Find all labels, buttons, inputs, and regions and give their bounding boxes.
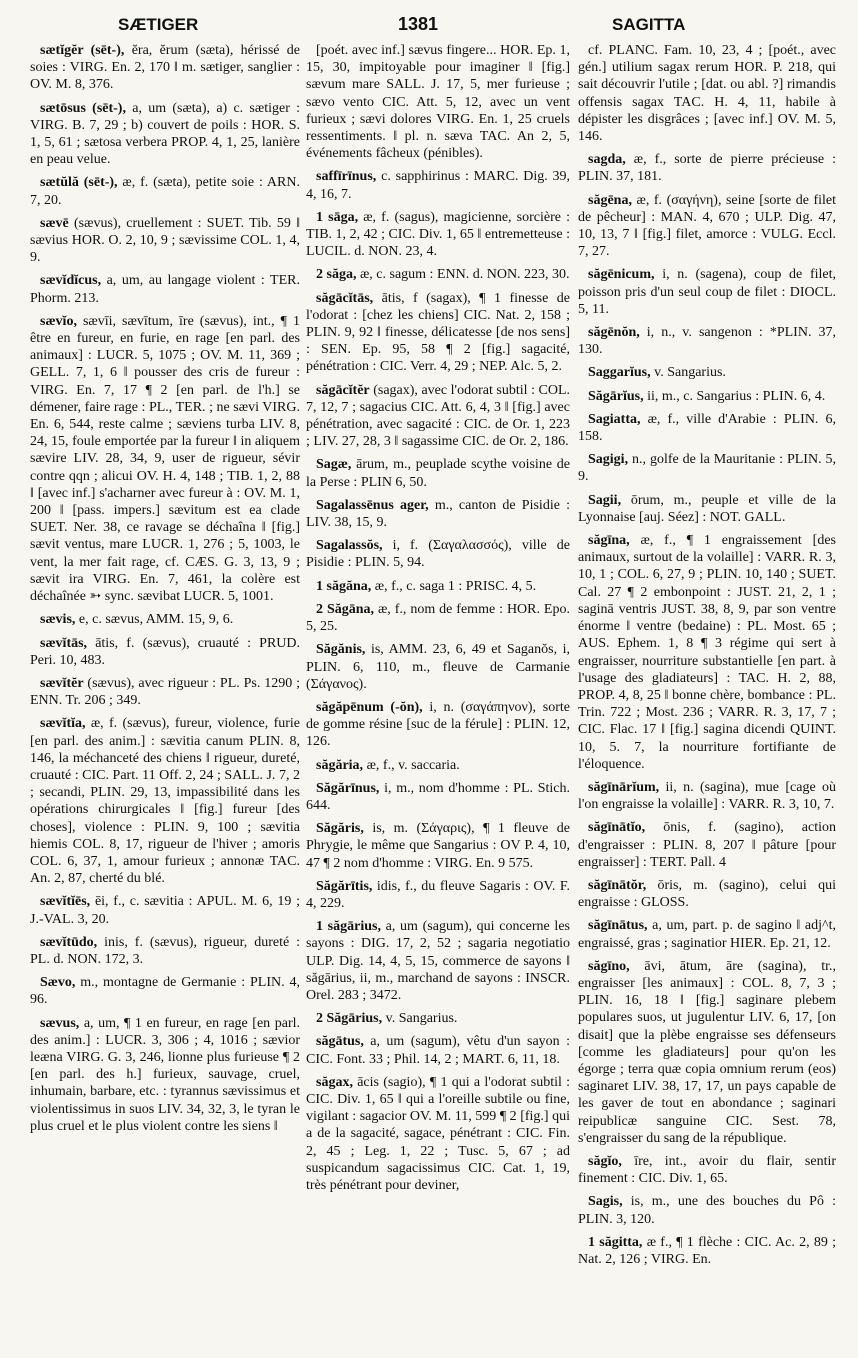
entry-definition: æ, f., ville d'Arabie : PLIN. 6, 158. (578, 411, 836, 445)
entry-definition: æ, f., ¶ 1 engraissement [des animaux, surtout de la volaille] : VARR. R. 3, 10, 1 ; COL. 6, 27, 9 ; PLIN. 10, 140 ; SUET. Cal. 27 ¶ 2 embonpoint : JUST. 21, 2, 1 ; saginā ventris JUST. 38, 8, 9, par son ventre énorme ‖ ventre (bedaine) : PL. Most. 65 ; AUS. Ephem. 1, 8 ¶ 3 régime qui sert à engraisser, nourriture substantielle [en part. à l'usage des gladiateurs] : TAC. H. 2, 88, PROP. 4, 8, 25 ‖ bonne chère, bombance : PL. Trin. 722 ; Most. 236 ; VARR. R. 3, 17, 7 ; CIC. Flac. 17 ‖ [fig.] sagina dicendi QUINT. 10, 5. 7, la nourriture fortifiante de l'éloquence. (578, 533, 836, 772)
entry-definition: ōris, m. (sagino), celui qui engraisse : GLOSS. (578, 877, 836, 911)
headword: săgācĭtĕr (316, 382, 370, 398)
headword: săgīno, (588, 958, 630, 974)
dictionary-entry (578, 451, 836, 485)
dictionary-entry (306, 641, 570, 693)
headword: Săgănis, (316, 642, 366, 658)
headword: săgēnicum, (588, 267, 655, 283)
headword: săgax, (316, 1074, 353, 1090)
entry-definition: is, m. (Σάγαρις), ¶ 1 fleuve de Phrygie, le même que Sangarius : OV P. 4, 10, 47 ¶ 2 nom d'homme : VIRG. En. 9 575. (306, 821, 570, 871)
dictionary-entry (306, 266, 570, 283)
entry-definition: a, um, part. p. de sagino ‖ adj^t, engraissé, gras ; saginatior HIER. Ep. 21, 12. (578, 918, 836, 951)
dictionary-entry (578, 1234, 836, 1268)
entry-definition: æ, f., nom de femme : HOR. Epo. 5, 25. (306, 601, 570, 635)
entry-definition: æ, f., sorte de pierre précieuse : PLIN. 37, 181. (578, 152, 836, 185)
entry-definition: ōnis, f. (sagino), action d'engraisser : PLIN. 8, 207 ‖ pâture [pour engraisser] : TERT. Pall. 4 (578, 820, 836, 870)
dictionary-entry (306, 209, 570, 261)
headword: sætŭlă (sēt-), (40, 175, 118, 191)
entry-definition: m., montagne de Germanie : PLIN. 4, 96. (30, 975, 300, 1008)
dictionary-entry (578, 42, 836, 145)
entry-definition: (sagax), avec l'odorat subtil : COL. 7, 12, 7 ; sagacius CIC. Att. 6, 4, 3 ‖ [fig.] avec pénétration, avec sagacité : CIC. de Or. 1, 223 ; LIV. 27, 28, 3 ‖ sagassime CIC. de Or. 2, 186. (306, 382, 570, 450)
dictionary-entry (306, 1010, 570, 1027)
headword: sævĭo, (40, 313, 77, 329)
dictionary-entry (30, 174, 300, 208)
dictionary-entry (30, 272, 300, 306)
dictionary-entry (306, 42, 570, 162)
headword: sævē (40, 215, 69, 231)
headword: săgăpēnum (-ŏn), (316, 699, 423, 715)
dictionary-entry (306, 456, 570, 490)
entry-definition: a, um (sæta), a) c. sætiger : VIRG. B. 7, 29 ; b) couvert de poils : HOR. S. 1, 5, 61 ; sætosa verbera PROP. 4, 1, 25, lanière en peau velue. (30, 100, 300, 168)
entry-definition: inis, f. (sævus), rigueur, dureté : PL. d. NON. 172, 3. (30, 934, 300, 967)
dictionary-entry (30, 893, 300, 927)
dictionary-entry (306, 168, 570, 202)
headword: sævus, (40, 1015, 80, 1031)
dictionary-entry (30, 215, 300, 267)
headword: sævĭtĭēs, (40, 894, 91, 910)
headword: sagda, (588, 152, 626, 168)
dictionary-entry (578, 324, 836, 358)
dictionary-entry (578, 1153, 836, 1187)
headword: sævĭtĭa, (40, 716, 86, 732)
headword: Săgărītis, (316, 878, 373, 894)
dictionary-entry (578, 877, 836, 911)
dictionary-entry (578, 151, 836, 185)
dictionary-column-3 (578, 42, 836, 1354)
entry-definition: i, n., v. sangenon : *PLIN. 37, 130. (578, 325, 836, 358)
entry-definition: (sævus), cruellement : SUET. Tib. 59 ‖ sævius HOR. O. 2, 10, 9 ; sævissime COL. 1, 4, 9. (30, 215, 300, 266)
headword: Sagalassēnus ager, (316, 497, 429, 513)
headword: saffīrīnus, (316, 169, 377, 185)
dictionary-entry (578, 532, 836, 773)
entry-definition: āvi, ātum, āre (sagina), tr., engraisser [les animaux] : COL. 8, 7, 3 ; PLIN. 16, 18 ‖ [fig.] saginare plebem populares suos, ut jugulentur LIV. 6, 17, [on disait] que la plèbe engraisse ses défenseurs [comme les gladiateurs] pour qu'on les égorge ; terra quæ copia omnium rerum (eos) saginaret LIV. 38, 17, 17, un pays capable de les gaver de tout en abondance ; saginari reipublicæ sanguine CIC. Sest. 78, s'engraisser du sang de la république. (578, 958, 836, 1146)
headword: sævĭtās, (40, 635, 88, 651)
dictionary-entry (578, 917, 836, 951)
entry-definition: sævīi, sævītum, īre (sævus), int., ¶ 1 être en fureur, en furie, en rage [en parl. des animaux] : LUCR. 5, 1075 ; OV. M. 11, 369 ; GELL. 7, 1, 6 ‖ pousser des cris de fureur : VIRG. En. 7, 17 ¶ 2 [en parl. de l'h.] se démener, faire rage : PL., TER. ; ne sævi VIRG. En. 6, 544, reste calme ; sæviens turba LIV. 8, 24, 15, foule emportée par la fureur ‖ in aliquem sævire LIV. 28, 34, 9, user de rigueur, sévir contre qqn ; alicui OV. H. 4, 148 ; TIB. 1, 2, 88 ‖ [avec inf.] s'acharner avec fureur à : OV. M. 1, 200 ‖ [pass. impers.] sævitum est ea clade SUET. Ner. 38, ce ravage se déchaîna ‖ [fig.] sævit ventus, mare LUCR. 1, 276 ; 5, 1003, le vent, la mer fait rage, cf. CÆS. G. 3, 13, 9 ; sævit ira VIRG. En. 7, 461, la colère est déchaînée ➳ sync. sævibat LUCR. 5, 1001. (30, 313, 300, 605)
entry-definition: ĕra, ĕrum (sæta), hérissé de soies : VIRG. En. 2, 170 ‖ m. sætiger, sanglier : OV. M. 8, 376. (30, 43, 300, 93)
dictionary-entry (30, 313, 300, 605)
dictionary-entry (306, 497, 570, 531)
headword: 1 săgārius, (316, 919, 381, 935)
dictionary-entry (306, 601, 570, 635)
dictionary-entry (578, 819, 836, 871)
entry-definition: i, n. (sagena), coup de filet, poisson pris d'un seul coup de filet : DIOCL. 5, 11. (578, 267, 836, 317)
entry-definition: i, f. (Σαγαλασσός), ville de Pisidie : PLIN. 5, 94. (306, 538, 570, 571)
running-head-left: SÆTIGER (118, 15, 199, 34)
entry-definition: ēi, f., c. sævitia : APUL. M. 6, 19 ; J.-VAL. 3, 20. (30, 894, 300, 927)
dictionary-entry (30, 715, 300, 887)
headword: săgīnātŏr, (588, 877, 647, 893)
dictionary-entry (578, 779, 836, 813)
entry-definition: e, c. sævus, AMM. 15, 9, 6. (78, 612, 234, 628)
entry-definition: m., canton de Pisidie : LIV. 38, 15, 9. (306, 497, 570, 531)
entry-definition: [poét. avec inf.] sævus fingere... HOR. Ep. 1, 15, 30, impitoyable pour imaginer ‖ [fig.] sævum mare SALL. J. 17, 5, mer furieuse ; sævo vento CIC. Att. 5, 12, avec un vent furieux ; sævi dolores VIRG. En. 1, 25 cruels ressentiments. ‖ pl. n. sæva TAC. An 2, 5, événements fâcheux (pénibles). (306, 43, 570, 162)
headword: săgēna, (588, 192, 632, 208)
entry-definition: is, AMM. 23, 6, 49 et Saganŏs, i, PLIN. 6, 110, m., fleuve de Carmanie (Σάγανος). (306, 642, 570, 692)
headword: Sagigi, (588, 452, 629, 468)
running-head-right: SAGITTA (612, 15, 686, 34)
entry-definition: ārum, m., peuplade scythe voisine de la Perse : PLIN 6, 50. (306, 457, 570, 490)
entry-definition: æ, c. sagum : ENN. d. NON. 223, 30. (359, 267, 570, 283)
entry-definition: īre, int., avoir du flair, sentir finement : CIC. Div. 1, 65. (578, 1153, 836, 1187)
dictionary-column-1 (30, 42, 300, 1354)
headword: sævis, (40, 612, 76, 628)
dictionary-entry (578, 492, 836, 526)
dictionary-entry (30, 934, 300, 968)
dictionary-entry (306, 878, 570, 912)
dictionary-entry (578, 411, 836, 445)
headword: Saggarĭus, (588, 365, 651, 381)
headword: săgīnātĭo, (588, 820, 646, 836)
entry-definition: ii, n. (sagina), mue [cage où l'on engraisse la volaille] : VARR. R. 3, 10, 7. (578, 779, 836, 813)
page-number: 1381 (398, 14, 439, 34)
entry-definition: æ, f. (sæta), petite soie : ARN. 7, 20. (30, 175, 300, 208)
dictionary-entry (30, 974, 300, 1008)
headword: săgīnātus, (588, 918, 648, 934)
entry-definition: æ, f. (sagus), magicienne, sorcière : TIB. 1, 2, 42 ; CIC. Div. 1, 65 ‖ entremetteuse : LUCIL. d. NON. 23, 4. (306, 209, 570, 260)
entry-definition: is, m., une des bouches du Pô : PLIN. 3, 120. (578, 1194, 836, 1227)
entry-definition: i, m., nom d'homme : PL. Stich. 644. (306, 780, 570, 813)
headword: Sagis, (588, 1194, 623, 1210)
dictionary-entry (306, 578, 570, 595)
headword: săgīnārĭum, (588, 779, 660, 795)
headword: Sagalassŏs, (316, 538, 383, 554)
dictionary-entry (306, 820, 570, 872)
headword: Sagæ, (316, 457, 352, 473)
headword: săgĭo, (588, 1153, 622, 1169)
entry-definition: æ, f., c. saga 1 : PRISC. 4, 5. (374, 578, 537, 594)
dictionary-entry (30, 635, 300, 669)
dictionary-entry (306, 699, 570, 751)
entry-definition: æ f., ¶ 1 flèche : CIC. Ac. 2, 89 ; Nat. 2, 126 ; VIRG. En. (578, 1234, 836, 1267)
dictionary-entry (578, 958, 836, 1147)
dictionary-entry (306, 1033, 570, 1067)
entry-definition: ācis (sagio), ¶ 1 qui a l'odorat subtil : CIC. Div. 1, 65 ‖ qui a l'oreille subtile ou fine, vigilant : sagacior OV. M. 11, 599 ¶ 2 [fig.] qui a de la sagacité, sagace, pénétrant : CIC. Fin. 2, 45 ; Leg. 1, 22 ; Tusc. 5, 67 ; ad suspicandum sagacissimus CIC. Cat. 1, 19, très pénétrant pour deviner, (306, 1074, 570, 1193)
headword: săgēnŏn, (588, 325, 640, 341)
dictionary-entry (30, 100, 300, 169)
headword: sætōsus (sēt-), (40, 100, 126, 116)
headword: săgācĭtās, (316, 290, 374, 306)
headword: 1 sāga, (316, 209, 359, 225)
dictionary-entry (306, 757, 570, 774)
dictionary-entry (306, 382, 570, 451)
dictionary-entry (30, 42, 300, 94)
entry-definition: æ, f. (σαγήνη), seine [sorte de filet de pêcheur] : MAN. 4, 670 ; ULP. Dig. 47, 10, 13, 7 ‖ [fig.] filet, amorce : VULG. Eccl. 7, 27. (578, 192, 836, 260)
entry-definition: æ, f., v. saccaria. (366, 757, 460, 773)
headword: săgăria, (316, 757, 364, 773)
headword: săgātus, (316, 1034, 364, 1050)
entry-definition: n., golfe de la Mauritanie : PLIN. 5, 9. (578, 452, 836, 485)
dictionary-entry (306, 780, 570, 814)
entry-definition: a, um, ¶ 1 en fureur, en rage [en parl. des anim.] : LUCR. 3, 306 ; 4, 1016 ; sævior leæna VIRG. G. 3, 246, lionne plus furieuse ¶ 2 [en parl. des h.] furieux, sauvage, cruel, inhumain, barbare, etc. : tyrannus sævissimus et violentissimus in suos LIV. 34, 32, 3, le tyran le plus cruel et le plus violent contre les siens ‖ (30, 1015, 300, 1134)
entry-definition: ōrum, m., peuple et ville de la Lyonnaise [auj. Séez] : NOT. GALL. (578, 492, 836, 525)
entry-definition: ātis, f (sagax), ¶ 1 finesse de l'odorat : [chez les chiens] CIC. Nat. 2, 158 ; PLIN. 9, 92 ‖ finesse, délicatesse [de nos sens] : SEN. Ep. 95, 58 ¶ 2 [fig.] sagacité, pénétration : CIC. Verr. 4, 29 ; NEP. Alc. 5, 2. (306, 290, 570, 375)
dictionary-entry (578, 266, 836, 318)
dictionary-entry (578, 388, 836, 405)
entry-definition: v. Sangarius. (385, 1011, 458, 1027)
entry-definition: a, um (sagum), vêtu d'un sayon : CIC. Font. 33 ; Phil. 14, 2 ; MART. 6, 11, 18. (306, 1034, 570, 1067)
entry-definition: ii, m., c. Sangarius : PLIN. 6, 4. (647, 388, 826, 404)
entry-definition: a, um, au langage violent : TER. Phorm. 213. (30, 273, 300, 306)
headword: 1 săgitta, (588, 1234, 643, 1250)
entry-definition: c. sapphirinus : MARC. Dig. 39, 4, 16, 7. (306, 169, 570, 202)
headword: 2 Săgāna, (316, 601, 375, 617)
headword: săgīna, (588, 533, 630, 549)
dictionary-entry (578, 364, 836, 381)
dictionary-entry (306, 918, 570, 1004)
entry-definition: cf. PLANC. Fam. 10, 23, 4 ; [poét., avec gén.] utilium sagax rerum HOR. P. 218, qui sait découvrir l'utile ; [dat. ou abl. ?] rimandis offensis sagax TAC. H. 4, 11, habile à dépister les disgrâces ; [avec inf.] OV. M. 5, 146. (578, 43, 836, 145)
entry-definition: (sævus), avec rigueur : PL. Ps. 1290 ; ENN. Tr. 206 ; 349. (30, 675, 300, 709)
dictionary-entry (306, 290, 570, 376)
headword: Sagiatta, (588, 411, 641, 427)
dictionary-entry (578, 192, 836, 261)
headword: Sævo, (40, 975, 76, 991)
headword: Sagii, (588, 492, 622, 508)
headword: Săgăris, (316, 821, 364, 837)
dictionary-entry (578, 1193, 836, 1227)
dictionary-entry (306, 537, 570, 571)
entry-definition: idis, f., du fleuve Sagaris : OV. F. 4, 229. (306, 878, 570, 911)
dictionary-entry (306, 1074, 570, 1194)
headword: 1 săgăna, (316, 578, 372, 594)
dictionary-column-2 (306, 42, 570, 1354)
headword: sævĭtĕr (40, 675, 84, 691)
entry-definition: æ, f. (sævus), fureur, violence, furie [en parl. des anim.] : sævitia canum PLIN. 8, 146, la méchanceté des chiens ‖ rigueur, dureté, cruauté : CIC. Part. 11 Off. 2, 24 ; SALL. J. 7, 2 ; secandi, PLIN. 29, 13, impassibilité dans les opérations chirurgicales ‖ [fig.] fureur [des choses], violence : PLIN. 9, 100 ; sævitia hiemis COL. 8, 17, rigueur de l'hiver ; amoris COL. 6, 37, 1, amour furieux ; annonæ TAC. An. 2, 87, cherté du blé. (30, 716, 300, 887)
entry-definition: i, n. (σαγάπηνον), sorte de gomme résine [suc de la férule] : PLIN. 12, 126. (306, 699, 570, 750)
dictionary-entry (30, 1015, 300, 1135)
headword: 2 săga, (316, 267, 357, 283)
dictionary-entry (30, 611, 300, 628)
headword: sævĭdĭcus, (40, 273, 102, 289)
entry-definition: ātis, f. (sævus), cruauté : PRUD. Peri. 10, 483. (30, 635, 300, 668)
page-header (0, 10, 858, 34)
entry-definition: v. Sangarius. (654, 365, 726, 381)
headword: sævĭtūdo, (40, 934, 98, 950)
headword: sætĭgĕr (sēt-), (40, 43, 125, 58)
dictionary-entry (30, 675, 300, 709)
headword: 2 Săgārius, (316, 1011, 383, 1027)
headword: Săgărīnus, (316, 780, 380, 796)
headword: Săgārĭus, (588, 388, 644, 404)
entry-definition: a, um (sagum), qui concerne les sayons : DIG. 17, 2, 52 ; sagaria negotiatio ULP. Dig. 14, 4, 5, 15, commerce de sayons ‖ săgārius, ii, m., marchand de sayons : INSCR. Orel. 283 ; 3472. (306, 919, 570, 1003)
